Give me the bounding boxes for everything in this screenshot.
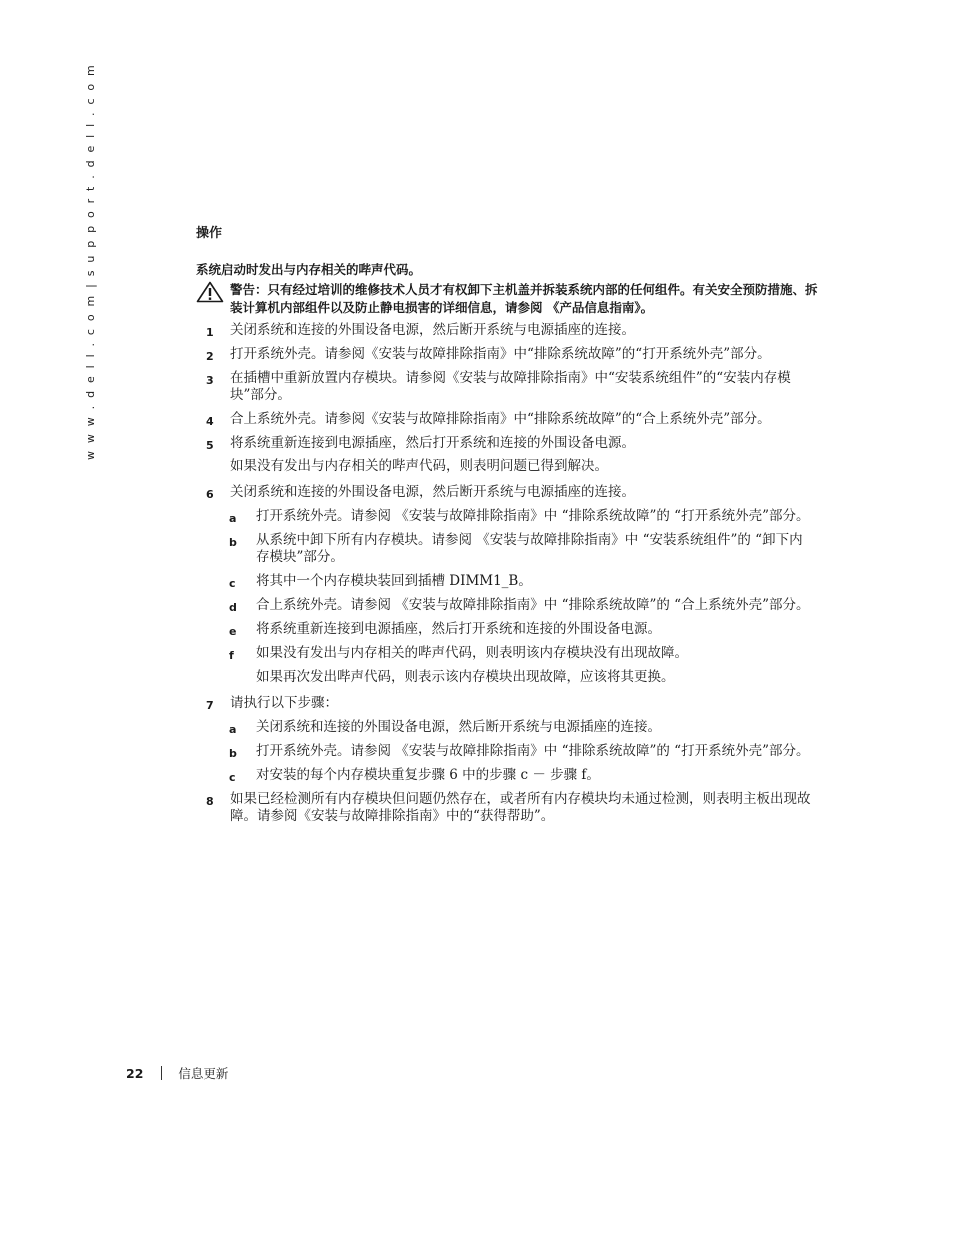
substep-item xyxy=(206,645,816,662)
step-text: 关闭系统和连接的外围设备电源，然后断开系统与电源插座的连接。 xyxy=(230,484,635,500)
warning-triangle-icon xyxy=(196,281,224,303)
substep-text: 将系统重新连接到电源插座，然后打开系统和连接的外围设备电源。 xyxy=(256,621,661,637)
step-item xyxy=(206,791,816,825)
substep-text: 从系统中卸下所有内存模块。请参阅 《安装与故障排除指南》中 “安装系统组件”的 “卸下内存模块”部分。 xyxy=(256,532,803,565)
step-text: 打开系统外壳。请参阅《安装与故障排除指南》中“排除系统故障”的“打开系统外壳”部分。 xyxy=(230,346,771,362)
page-footer xyxy=(126,1064,228,1082)
warning-block xyxy=(196,281,826,317)
substep-letter: d xyxy=(229,601,237,614)
step-text: 请执行以下步骤： xyxy=(230,695,338,711)
step-text: 在插槽中重新放置内存模块。请参阅《安装与故障排除指南》中“安装系统组件”的“安装内存模块”部分。 xyxy=(230,370,791,403)
substep-item xyxy=(206,508,816,525)
warning-text: 警告：只有经过培训的维修技术人员才有权卸下主机盖并拆装系统内部的任何组件。有关安全预防措施、拆装计算机内部组件以及防止静电损害的详细信息，请参阅 《产品信息指南》。 xyxy=(230,282,818,315)
substep-letter: f xyxy=(229,649,234,662)
substep-text: 关闭系统和连接的外围设备电源，然后断开系统与电源插座的连接。 xyxy=(256,719,661,735)
step-number: 8 xyxy=(206,795,214,808)
subhead: 系统启动时发出与内存相关的哔声代码。 xyxy=(196,262,422,277)
step-item xyxy=(206,411,816,428)
substep-item xyxy=(206,743,816,760)
page-number: 22 xyxy=(126,1066,144,1081)
substep-item xyxy=(206,767,816,784)
substep-letter: c xyxy=(229,577,236,590)
steps-list xyxy=(206,322,816,832)
substep-item xyxy=(206,621,816,638)
step-item xyxy=(206,322,816,339)
substep-item xyxy=(206,597,816,614)
step-item xyxy=(206,484,816,501)
step-number: 4 xyxy=(206,415,214,428)
substep-text: 合上系统外壳。请参阅 《安装与故障排除指南》中 “排除系统故障”的 “合上系统外壳”部分。 xyxy=(256,597,810,613)
substep-text: 打开系统外壳。请参阅 《安装与故障排除指南》中 “排除系统故障”的 “打开系统外壳”部分。 xyxy=(256,508,810,524)
step-item xyxy=(206,370,816,404)
step-number: 5 xyxy=(206,439,214,452)
step-number: 6 xyxy=(206,488,214,501)
substep-letter: e xyxy=(229,625,237,638)
step-text: 如果已经检测所有内存模块但问题仍然存在，或者所有内存模块均未通过检测，则表明主板出现故障。请参阅《安装与故障排除指南》中的“获得帮助”。 xyxy=(230,791,811,824)
substep-text: 打开系统外壳。请参阅 《安装与故障排除指南》中 “排除系统故障”的 “打开系统外壳”部分。 xyxy=(256,743,810,759)
substep-letter: a xyxy=(229,723,237,736)
step-text: 将系统重新连接到电源插座，然后打开系统和连接的外围设备电源。 xyxy=(230,435,635,451)
substep-letter: b xyxy=(229,536,237,549)
step-number: 3 xyxy=(206,374,214,387)
step-note: 如果没有发出与内存相关的哔声代码，则表明问题已得到解决。 xyxy=(230,458,608,474)
step-text: 合上系统外壳。请参阅《安装与故障排除指南》中“排除系统故障”的“合上系统外壳”部分。 xyxy=(230,411,771,427)
substep-letter: b xyxy=(229,747,237,760)
substep-letter: a xyxy=(229,512,237,525)
side-url: w w w . d e l l . c o m | s u p p o r t . d e l l . c o m xyxy=(84,63,97,460)
substep-note: 如果再次发出哔声代码，则表示该内存模块出现故障，应该将其更换。 xyxy=(256,669,675,685)
footer-title: 信息更新 xyxy=(178,1066,229,1081)
step-text: 关闭系统和连接的外围设备电源，然后断开系统与电源插座的连接。 xyxy=(230,322,635,338)
substep-item xyxy=(206,532,816,566)
footer-divider xyxy=(161,1066,162,1080)
substep-item xyxy=(206,573,816,590)
step-item xyxy=(206,695,816,712)
step-item xyxy=(206,435,816,452)
substep-item xyxy=(206,719,816,736)
step-number: 7 xyxy=(206,699,214,712)
substep-text: 如果没有发出与内存相关的哔声代码，则表明该内存模块没有出现故障。 xyxy=(256,645,688,661)
substep-text: 将其中一个内存模块装回到插槽 DIMM1_B。 xyxy=(256,573,532,589)
section-title: 操作 xyxy=(196,226,223,241)
step-number: 1 xyxy=(206,326,214,339)
step-number: 2 xyxy=(206,350,214,363)
substep-text: 对安装的每个内存模块重复步骤 6 中的步骤 c － 步骤 f。 xyxy=(256,767,600,783)
substep-letter: c xyxy=(229,771,236,784)
step-item xyxy=(206,346,816,363)
